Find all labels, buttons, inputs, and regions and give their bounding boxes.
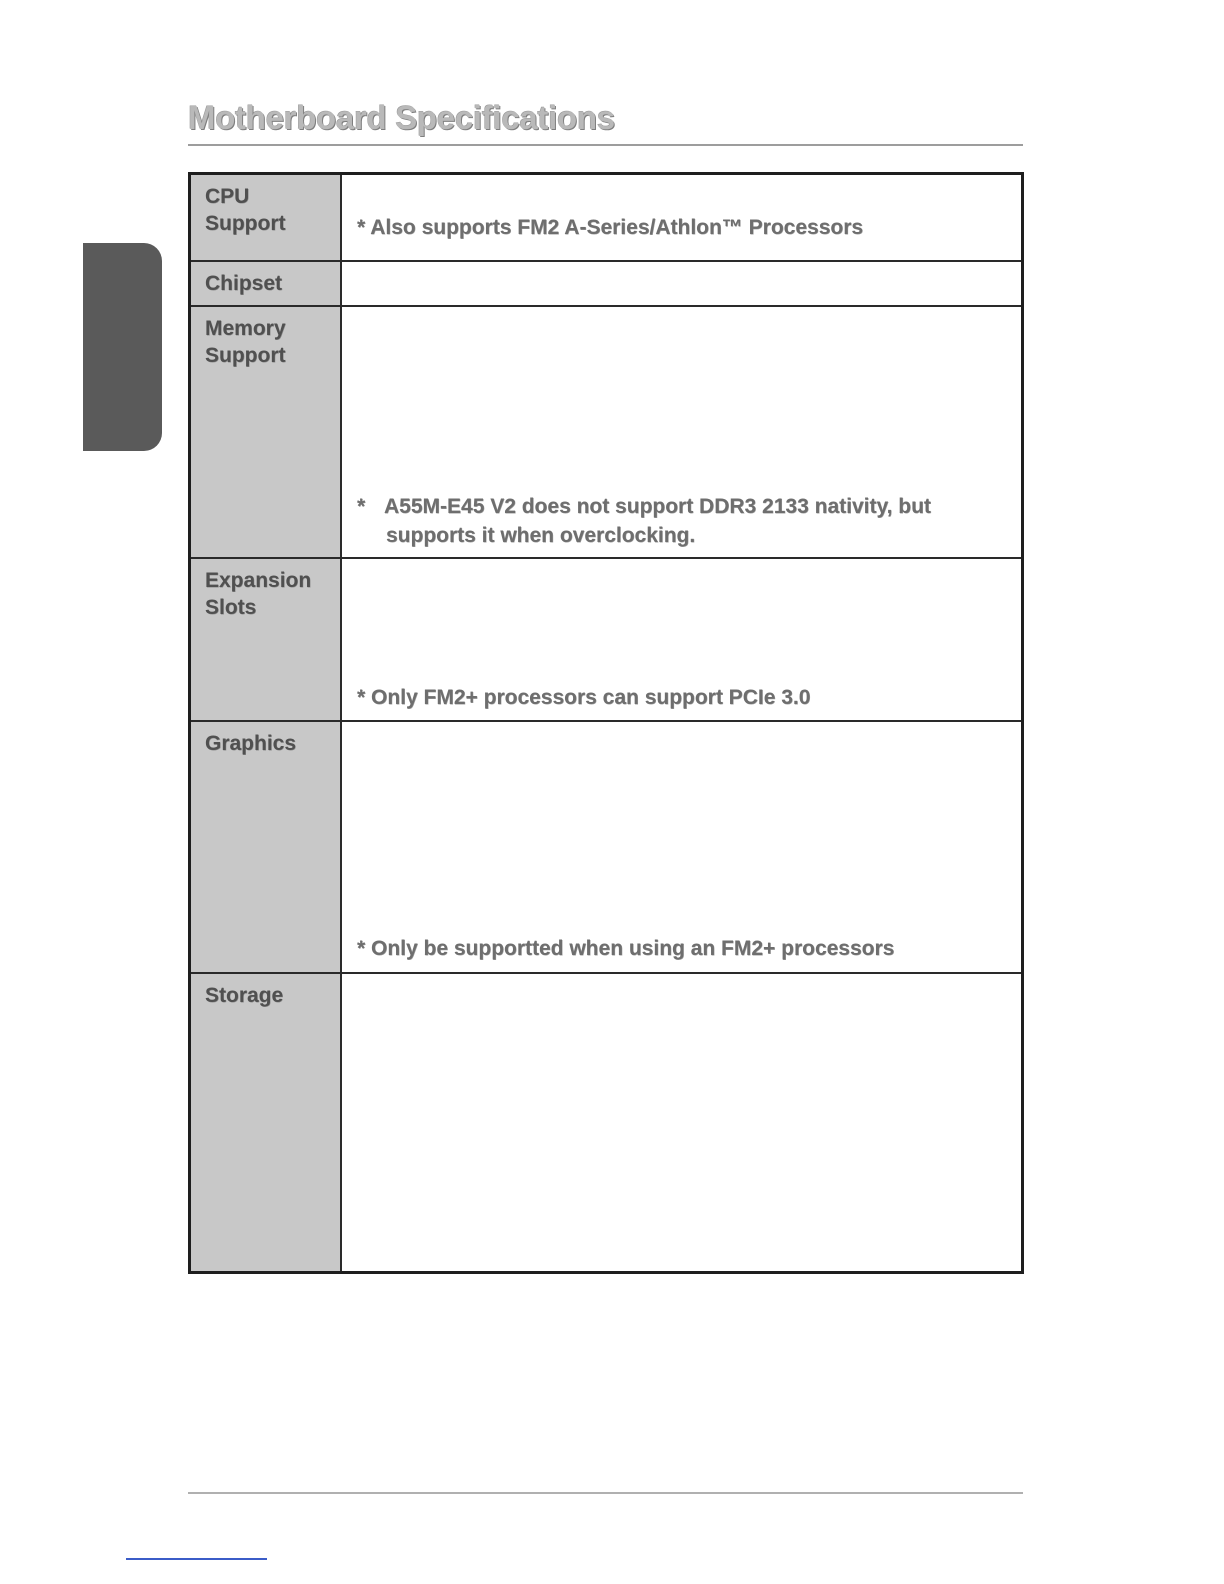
page-title: Motherboard Specifications [188,99,615,136]
spec-label-cell [191,262,342,305]
memory-note-line-1: A55M-E45 V2 does not support DDR3 2133 nativity, but [384,495,931,518]
spec-label-cell [191,974,342,1271]
cpu-support-note: * Also supports FM2 A-Series/Athlon™ Processors [357,216,864,239]
spec-label-cell [191,559,342,720]
spec-row-chipset [191,262,1021,307]
spec-label-memory-support: Memory Support [205,317,286,367]
spec-label-graphics: Graphics [205,732,297,755]
spec-row-expansion-slots [191,559,1021,722]
spec-row-memory-support [191,307,1021,559]
graphics-note: * Only be supportted when using an FM2+ processors [357,937,895,960]
footer-divider [188,1492,1023,1494]
spec-label-cell [191,722,342,972]
spec-row-storage [191,974,1021,1271]
note-asterisk: * [357,495,366,518]
title-divider [188,144,1023,146]
spec-row-cpu-support [191,175,1021,262]
spec-label-cell [191,175,342,260]
expansion-slots-note: * Only FM2+ processors can support PCIe 3.0 [357,686,811,709]
chapter-side-tab [83,243,162,451]
spec-label-expansion-slots: Expansion Slots [205,569,312,619]
memory-support-note [357,492,931,550]
bottom-link-underline [126,1558,267,1560]
spec-label-chipset: Chipset [205,272,283,295]
memory-note-line-2: supports it when overclocking. [386,524,696,547]
spec-table [188,172,1024,1274]
spec-label-cpu-support: CPU Support [205,185,286,235]
spec-label-storage: Storage [205,984,284,1007]
spec-row-graphics [191,722,1021,974]
spec-label-cell [191,307,342,557]
